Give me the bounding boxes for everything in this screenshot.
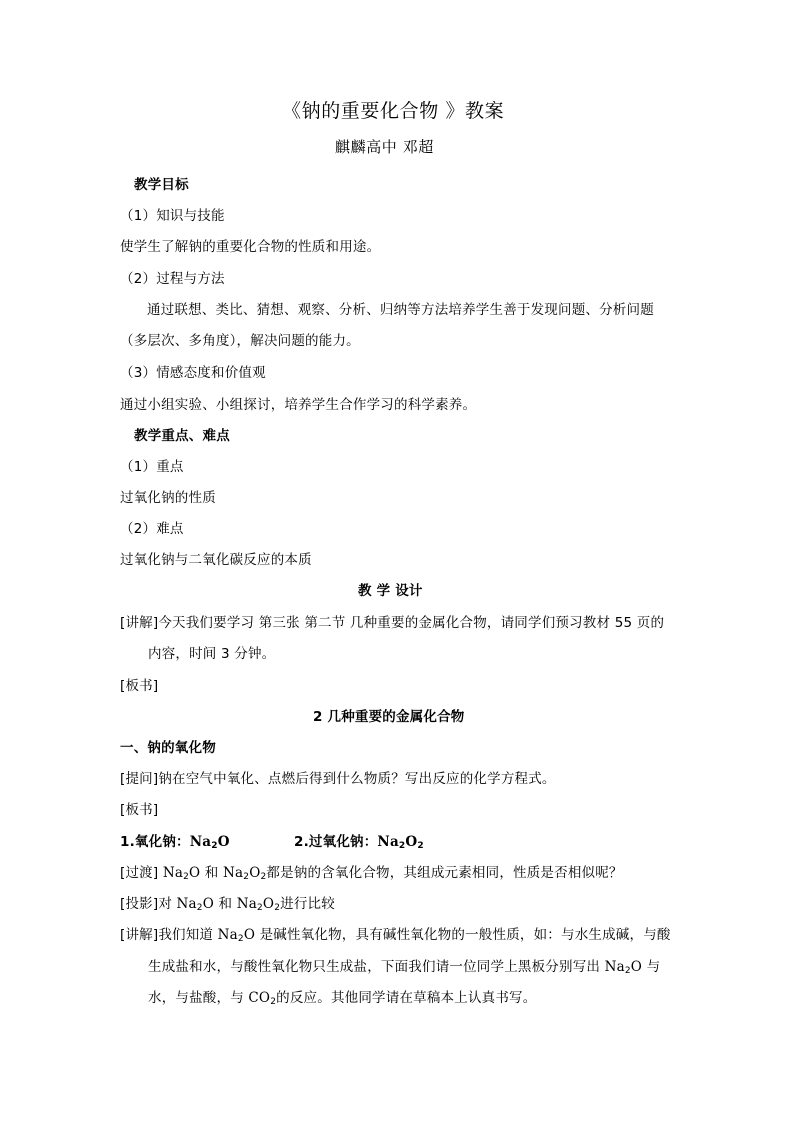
formula-part: O: [243, 927, 256, 943]
formula-part: Na: [377, 834, 399, 850]
lecture-1-line1: [讲解]今天我们要学习 第三张 第二节 几种重要的金属化合物，请同学们预习教材 55 页的: [120, 615, 665, 631]
text-segment: 都是钠的含氧化合物，其组成元素相同，性质是否相似呢？: [266, 865, 623, 881]
text-segment: 水，与盐酸，与: [148, 990, 249, 1006]
text-segment: 和: [200, 865, 223, 881]
text-segment: 的反应。其他同学请在草稿本上认真书写。: [276, 990, 537, 1006]
lecture-2-line3: [148, 989, 536, 1007]
key-point-1-label: （1）重点: [120, 459, 184, 475]
key-point-1-text: 过氧化钠的性质: [120, 490, 216, 506]
transition-line: [120, 864, 623, 882]
text-segment: [过渡]: [120, 865, 163, 881]
formula-subscript: 2: [256, 903, 263, 913]
objectives-heading: 教学目标: [134, 177, 189, 193]
formula-part: Na: [176, 896, 197, 912]
board-note-1: [板书]: [120, 678, 159, 694]
chapter-title: 2 几种重要的金属化合物: [313, 709, 465, 725]
text-segment: [投影]对: [120, 896, 177, 912]
formula-subscript: 2: [237, 934, 244, 944]
formula-part: O: [405, 834, 418, 850]
formula-part: O: [217, 834, 230, 850]
board-note-2: [板书]: [120, 802, 159, 818]
formula-part: O: [189, 865, 201, 881]
item-2-label: 2.过氧化钠：: [294, 834, 378, 850]
key-point-2-label: （2）难点: [120, 521, 184, 537]
item-1-label: 1.氧化钠：: [120, 834, 190, 850]
projection-line: [120, 895, 335, 913]
part-1-heading: 一、钠的氧化物: [120, 740, 216, 756]
objective-1-label: （1）知识与技能: [120, 208, 225, 224]
page-title: 《钠的重要化合物 》教案: [282, 100, 505, 122]
formula-subscript: 2: [624, 966, 631, 976]
design-heading: 教 学 设计: [358, 583, 423, 599]
text-segment: 与: [642, 959, 661, 975]
formula-subscript: 2: [243, 872, 250, 882]
lecture-2-line2: [148, 958, 660, 976]
author-line: 麒麟高中 邓超: [335, 138, 434, 156]
item-sodium-peroxide: [294, 833, 424, 851]
formula-subscript: 2: [274, 903, 281, 913]
item-sodium-oxide: [120, 833, 230, 851]
lecture-2-line1: [120, 926, 671, 944]
text-segment: [讲解]我们知道: [120, 927, 218, 943]
formula-part: Na: [604, 959, 625, 975]
formula-part: CO: [248, 990, 271, 1006]
formula-subscript: 2: [196, 903, 203, 913]
formula-part: O: [249, 865, 261, 881]
objective-3-text: 通过小组实验、小组探讨，培养学生合作学习的科学素养。: [120, 397, 477, 413]
formula-part: O: [262, 896, 275, 912]
formula-subscript: 2: [417, 841, 424, 851]
formula-subscript: 2: [260, 872, 267, 882]
formula-part: Na: [217, 927, 238, 943]
objective-2-text-line1: 通过联想、类比、猜想、观察、分析、归纳等方法培养学生善于发现问题、分析问题: [147, 302, 654, 318]
text-segment: 和: [214, 896, 237, 912]
objective-1-text: 使学生了解钠的重要化合物的性质和用途。: [120, 239, 381, 255]
formula-part: O: [630, 959, 643, 975]
formula-part: Na: [236, 896, 257, 912]
key-point-2-text: 过氧化钠与二氧化碳反应的本质: [120, 552, 312, 568]
objective-2-label: （2）过程与方法: [120, 271, 225, 287]
objective-2-text-line2: （多层次、多角度），解决问题的能力。: [120, 333, 360, 349]
formula-subscript: 2: [183, 872, 190, 882]
formula-part: Na: [162, 865, 184, 881]
formula-part: Na: [189, 834, 212, 850]
question-1: [提问]钠在空气中氧化、点燃后得到什么物质？写出反应的化学方程式。: [120, 771, 556, 787]
lecture-1-line2: 内容，时间 3 分钟。: [148, 646, 276, 662]
keypoints-heading: 教学重点、难点: [134, 428, 230, 444]
formula-part: Na: [223, 865, 244, 881]
formula-subscript: 2: [270, 997, 277, 1007]
formula-subscript: 2: [211, 841, 218, 851]
formula-subscript: 2: [398, 841, 406, 851]
formula-part: O: [202, 896, 215, 912]
text-segment: 是碱性氧化物，具有碱性氧化物的一般性质，如：与水生成碱，与酸: [255, 927, 671, 943]
text-segment: 生成盐和水，与酸性氧化物只生成盐，下面我们请一位同学上黑板分别写出: [148, 959, 605, 975]
objective-3-label: （3）情感态度和价值观: [120, 365, 266, 381]
text-segment: 进行比较: [280, 896, 335, 912]
